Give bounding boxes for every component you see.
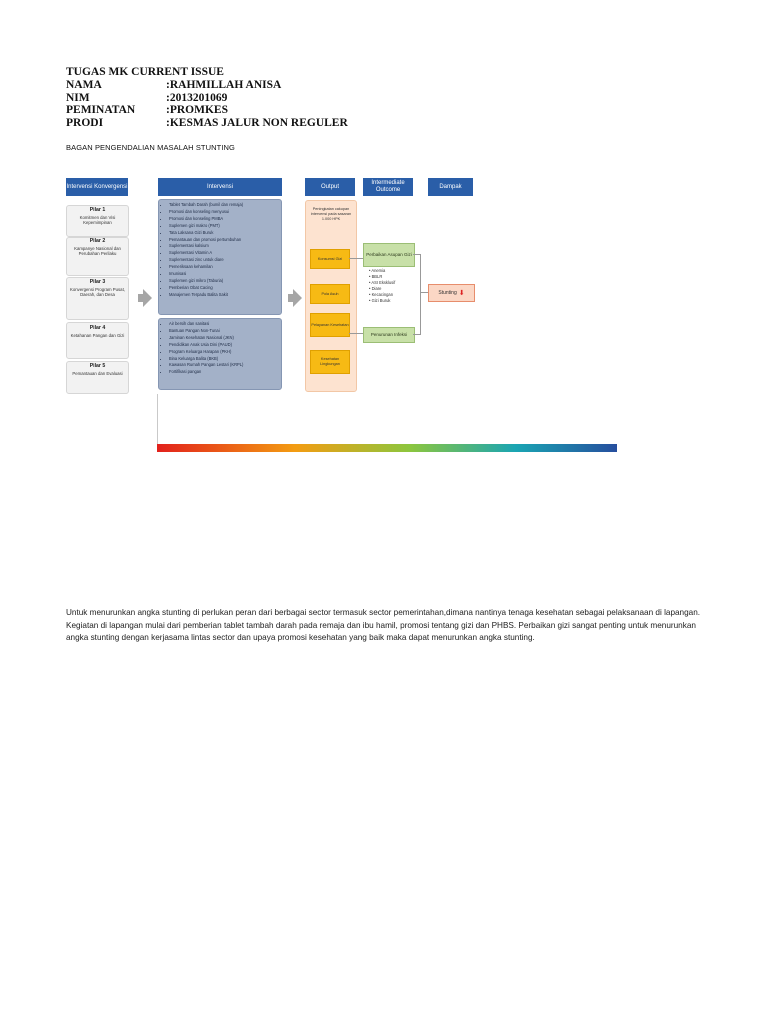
connector-line	[349, 258, 363, 259]
connector-line	[349, 333, 363, 334]
pilar-title: Pilar 1	[89, 207, 106, 213]
output-pelayanan-kesehatan: Pelayanan Kesehatan	[310, 313, 350, 337]
intervensi-spesifik-list	[162, 202, 278, 299]
intervensi-item: • Air bersih dan sanitasi	[169, 321, 278, 328]
header-dampak: Dampak	[428, 178, 473, 196]
intervensi-sensitif-box	[158, 318, 282, 390]
intervensi-item: • Suplementasi kalsium	[169, 243, 278, 250]
pilar-title: Pilar 2	[89, 238, 106, 244]
intervensi-item: • Suplemen gizi makro (PMT)	[169, 223, 278, 230]
intervensi-item: • Suplementasi zinc untuk diare	[169, 257, 278, 264]
pilar-desc: Komitmen dan Visi Kepemimpinan	[79, 214, 116, 225]
outcome-indicator: • Kecacingan	[369, 292, 393, 298]
header-intervensi: Intervensi	[158, 178, 282, 196]
output-intro: Peningkatan cakupan intervensi pada sasaran 1.000 HPK	[310, 207, 352, 221]
outcome-indicator: • ASI Eksklusif	[369, 280, 396, 286]
outcome-indicator: • Diare	[369, 286, 382, 292]
outcome-indicator: • Gizi Buruk	[369, 298, 391, 304]
pilar-5	[66, 361, 129, 394]
intervensi-sensitif-list	[162, 321, 278, 376]
outcome-perbaikan-asupan-gizi: Perbaikan Asupan Gizi	[363, 243, 415, 267]
intervensi-item: • Jaminan Kesehatan Nasional (JKN)	[169, 335, 278, 342]
document-header	[66, 66, 348, 130]
header-value: :KESMAS JALUR NON REGULER	[166, 117, 348, 130]
outcome-indicator: • BBLR	[369, 274, 383, 280]
gradient-bar	[157, 444, 617, 452]
pilar-title: Pilar 4	[89, 325, 106, 331]
outcome-penurunan-infeksi: Penurunan Infeksi	[363, 327, 415, 343]
header-row-nim	[66, 92, 348, 105]
pilar-1	[66, 205, 129, 237]
output-konsumsi-gizi: Konsumsi Gizi	[310, 249, 350, 269]
header-value: :PROMKES	[166, 104, 228, 117]
arrow-right-icon	[293, 289, 302, 307]
output-kesehatan-lingkungan: Kesehatan Lingkungan	[310, 350, 350, 374]
header-intervensi-konvergensi: Intervensi Konvergensi	[66, 178, 128, 196]
down-arrow-icon: ⬇	[458, 290, 465, 297]
header-row-peminatan	[66, 104, 348, 117]
intervensi-item: • Pendidikan Anak Usia Dini (PAUD)	[169, 342, 278, 349]
header-output: Output	[305, 178, 355, 196]
intervensi-item: • Bina Keluarga Balita (BKB)	[169, 356, 278, 363]
pilar-title: Pilar 3	[89, 279, 106, 285]
intervensi-item: • Kawasan Rumah Pangan Lestari (KRPL)	[169, 362, 278, 369]
header-value: :RAHMILLAH ANISA	[166, 78, 282, 91]
header-key: PEMINATAN	[66, 104, 136, 117]
dampak-label: Stunting	[438, 290, 457, 296]
intervensi-item: • Tata Laksana Gizi Buruk	[169, 230, 278, 237]
intervensi-item: • Promosi dan konseling menyusui	[169, 209, 278, 216]
header-key: NIM	[66, 91, 90, 104]
intervensi-spesifik-box	[158, 199, 282, 315]
intervensi-item: • Imunisasi	[169, 271, 278, 278]
connector-line	[420, 254, 421, 335]
intervensi-item: • Program Keluarga Harapan (PKH)	[169, 349, 278, 356]
dampak-stunting	[428, 284, 475, 302]
outcome-indicator-list	[369, 268, 395, 305]
intervensi-item: • Suplemen gizi mikro (Taburia)	[169, 278, 278, 285]
intervensi-item: • Promosi dan konseling PMBA	[169, 216, 278, 223]
connector-line	[413, 254, 420, 255]
intervensi-item: • Manajemen Terpadu Balita Sakit	[169, 292, 278, 299]
header-intermediate-outcome: Intermediate Outcome	[363, 178, 413, 196]
header-row-nama	[66, 79, 348, 92]
intervensi-item: • Pemantauan dan promosi pertumbuhan	[169, 237, 278, 244]
connector-line	[413, 334, 420, 335]
header-key: PRODI	[66, 117, 104, 130]
pilar-desc: Ketahanan Pangan dan Gizi	[70, 332, 125, 338]
connector-line	[420, 292, 428, 293]
header-row-tugas	[66, 66, 348, 79]
bracket-line	[157, 394, 158, 446]
arrow-right-icon	[143, 289, 152, 307]
intervensi-item: • Pemeriksaan kehamilan	[169, 264, 278, 271]
stunting-diagram	[66, 178, 618, 454]
output-pola-asuh: Pola Asuh	[310, 284, 350, 304]
intervensi-item: • Bantuan Pangan Non-Tunai	[169, 328, 278, 335]
header-value: :2013201069	[166, 91, 228, 104]
pilar-title: Pilar 5	[89, 363, 106, 369]
intervensi-item: • Suplementasi Vitamin A	[169, 250, 278, 257]
header-key: NAMA	[66, 78, 102, 91]
pilar-3	[66, 277, 129, 320]
intervensi-item: • Pemberian Obat Cacing	[169, 285, 278, 292]
header-key: TUGAS MK CURRENT ISSUE	[66, 66, 224, 78]
body-paragraph: Untuk menurunkan angka stunting di perlukan peran dari berbagai sector termasuk sector pemerintahan,dimana nantinya tenaga kesehatan sebagai pelaksanaan di lapangan. Kegiatan di lapangan mulai dari pemberian tablet tambah darah pada remaja dan ibu hamil, promosi tentang gizi dan PHBS. Perbaikan gizi sangat penting untuk menurunkan angka stunting dengan kerjasama lintas sector dan upaya promosi kesehatan yang baik maka dapat menurunkan angka stunting.	[66, 608, 701, 642]
pilar-desc: Pemantauan dan Evaluasi	[72, 370, 123, 376]
diagram-title: BAGAN PENGENDALIAN MASALAH STUNTING	[66, 143, 235, 152]
header-row-prodi	[66, 117, 348, 130]
pilar-2	[66, 237, 129, 276]
intervensi-item: • Tablet Tambah Darah (bumil dan remaja)	[169, 202, 278, 209]
pilar-desc: Konvergensi Program Pusat, Daerah, dan Desa	[70, 286, 125, 297]
pilar-desc: Kampanye Nasional dan Perubahan Perilaku	[74, 245, 121, 256]
intervensi-item: • Fortifikasi pangan	[169, 369, 278, 376]
outcome-indicator: • Anemia	[369, 268, 386, 273]
pilar-4	[66, 322, 129, 359]
